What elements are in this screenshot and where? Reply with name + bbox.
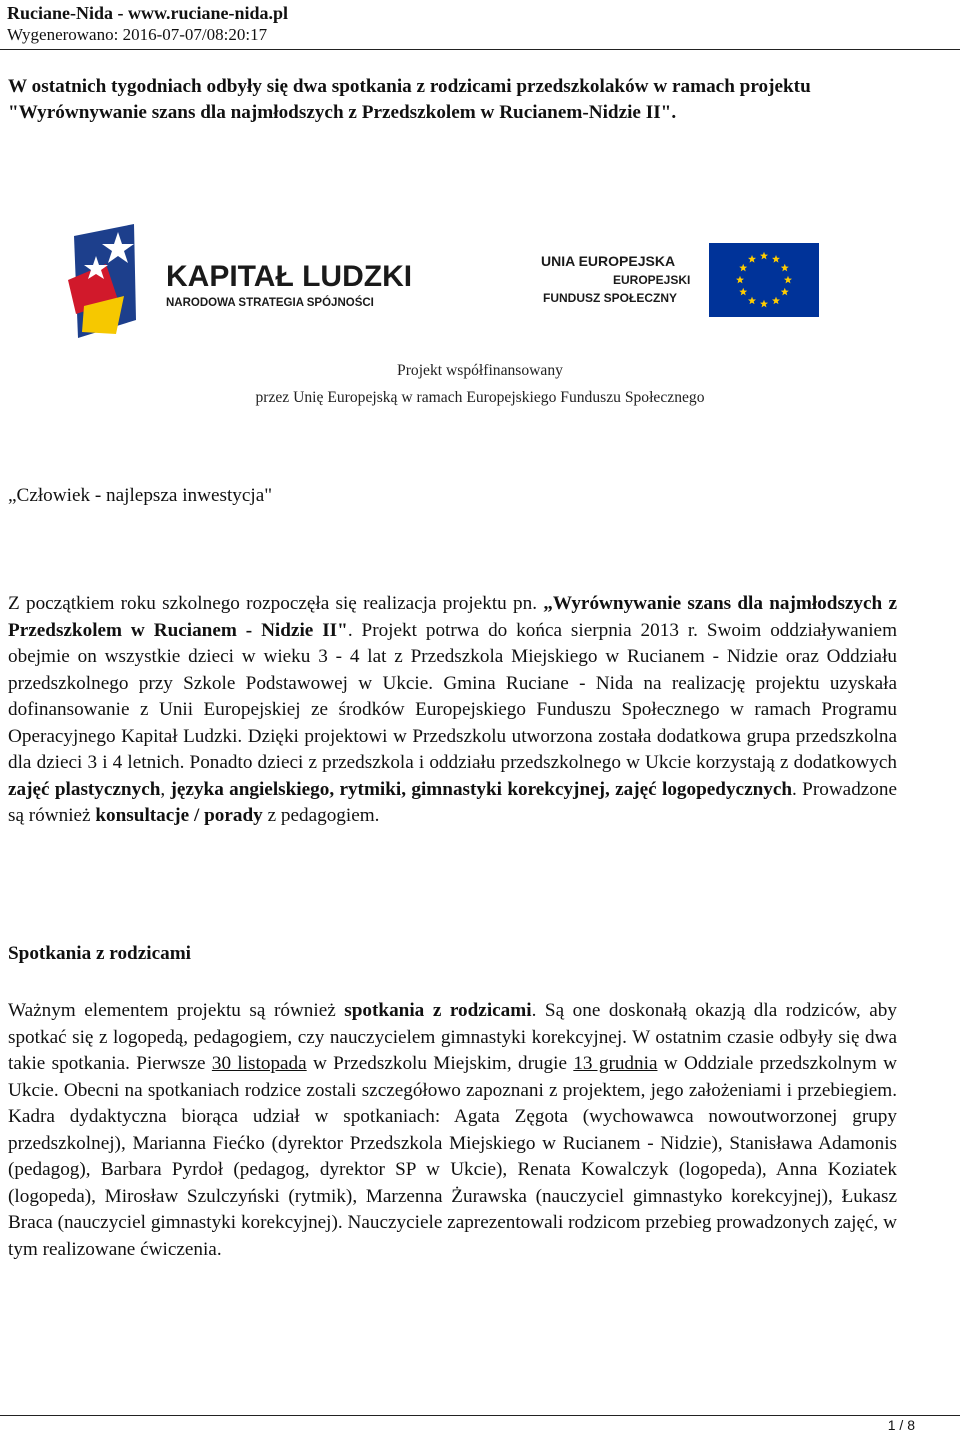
bold-meetings: spotkania z rodzicami <box>344 1000 532 1021</box>
slogan: „Człowiek - najlepsza inwestycja" <box>8 485 273 506</box>
bold-consultations: konsultacje / porady <box>95 805 263 826</box>
text-segment: z pedagogiem. <box>262 805 380 826</box>
footer-divider <box>0 1415 960 1416</box>
eu-subtitle-2: FUNDUSZ SPOŁECZNY <box>543 291 678 305</box>
meetings-description <box>8 998 897 1263</box>
text-segment: . Są one doskonałą okazją dla rodziców, aby spotkać się z logopedą, pedagogiem, czy nauczycielem gimnastyki korekcyjnej. W ostatnim czasie odbyły się dwa takie spotkania. Pierwsze <box>8 1000 897 1074</box>
text-segment: . Prowadzone są również <box>8 778 898 826</box>
project-description <box>8 591 897 830</box>
kapital-ludzki-logo <box>66 222 426 340</box>
text-segment: . Projekt potrwa do końca sierpnia 2013 r. Swoim oddziaływaniem obejmie on wszystkie dzieci w wieku 3 - 4 lat z Przedszkola Miejskiego w Rucianem - Nidzie oraz Oddziału przedszkolnego przy Szkole Podstawowej w Ukcie. Gmina Ruciane - Nida na realizację projektu uzyskała dofinansowanie z Unii Europejskiej ze środków Europejskiego Funduszu Społecznego w ramach Programu Operacyjnego Kapitał Ludzki. Dzięki projektowi w Przedszkolu utworzona została dodatkowa grupa przedszkolna dla dzieci 3 i 4 letnich. Ponadto dzieci z przedszkola i oddziału przedszkolnego w Ukcie korzystają z dodatkowych <box>8 619 898 773</box>
site-title: Ruciane-Nida - www.ruciane-nida.pl <box>7 3 289 23</box>
eu-subtitle-1: EUROPEJSKI <box>613 273 691 287</box>
text-segment: Ważnym elementem projektu są również <box>8 1000 345 1021</box>
header-divider <box>0 49 960 50</box>
project-name: „Wyrównywanie szans dla najmłodszych z Przedszkolem w Rucianem - Nidzie II" <box>8 593 897 641</box>
bold-activities: języka angielskiego, rytmiki, gimnastyki korekcyjnej, zajęć logopedycznych <box>170 778 793 800</box>
cofinancing-note <box>0 357 960 411</box>
generated-timestamp: Wygenerowano: 2016-07-07/08:20:17 <box>7 25 268 44</box>
eu-fund-logo <box>541 240 821 320</box>
cofinancing-line-1: Projekt współfinansowany <box>397 362 563 379</box>
eu-flag-icon <box>709 243 819 317</box>
text-segment: w Przedszkolu Miejskim, drugie <box>306 1053 574 1074</box>
page-number: 1 / 8 <box>887 1417 915 1433</box>
cofinancing-line-2: przez Unię Europejską w ramach Europejskiego Funduszu Społecznego <box>255 389 705 406</box>
date-link-1[interactable]: 30 listopada <box>211 1053 307 1074</box>
text-segment: Z początkiem roku szkolnego rozpoczęła się realizacja projektu pn. <box>8 593 544 614</box>
eu-title: UNIA EUROPEJSKA <box>541 253 676 269</box>
section-heading: Spotkania z rodzicami <box>8 943 192 964</box>
kapital-ludzki-title: KAPITAŁ LUDZKI <box>166 260 413 293</box>
bold-activity: zajęć plastycznych <box>8 778 161 800</box>
text-segment: w Oddziale przedszkolnym w Ukcie. Obecni na spotkaniach rodzice zostali szczegółowo zapoznani z projektem, jego założeniami i przebiegiem. Kadra dydaktyczna biorąca udział w spotkaniach: Agata Zęgota (wychowawca nowoutworzonej grupy przedszkolnej), Marianna Fiećko (dyrektor Przedszkola Miejskiego w Rucianem - Nidzie), Stanisława Adamonis (pedagog), Barbara Pyrdoł (pedagog, dyrektor SP w Ukcie), Renata Kowalczyk (logopeda), Anna Koziatek (logopeda), Mirosław Szulczyński (rytmik), Marzenna Żurawska (nauczyciel gimnastyko korekcyjnej), Łukasz Braca (nauczyciel gimnastyki korekcyjnej). Nauczyciele zaprezentowali rodzicom przebieg prowadzonych zajęć, w tym realizowane ćwiczenia. <box>8 1053 897 1260</box>
text-segment: , <box>160 778 171 800</box>
kapital-ludzki-emblem <box>68 224 136 338</box>
intro-text: W ostatnich tygodniach odbyły się dwa spotkania z rodzicami przedszkolaków w ramach projektu "Wyrównywanie szans dla najmłodszych z Przedszkolem w Rucianem-Nidzie II". <box>8 76 811 123</box>
kapital-ludzki-subtitle: NARODOWA STRATEGIA SPÓJNOŚCI <box>166 297 374 309</box>
date-link-2[interactable]: 13 grudnia <box>573 1053 658 1074</box>
